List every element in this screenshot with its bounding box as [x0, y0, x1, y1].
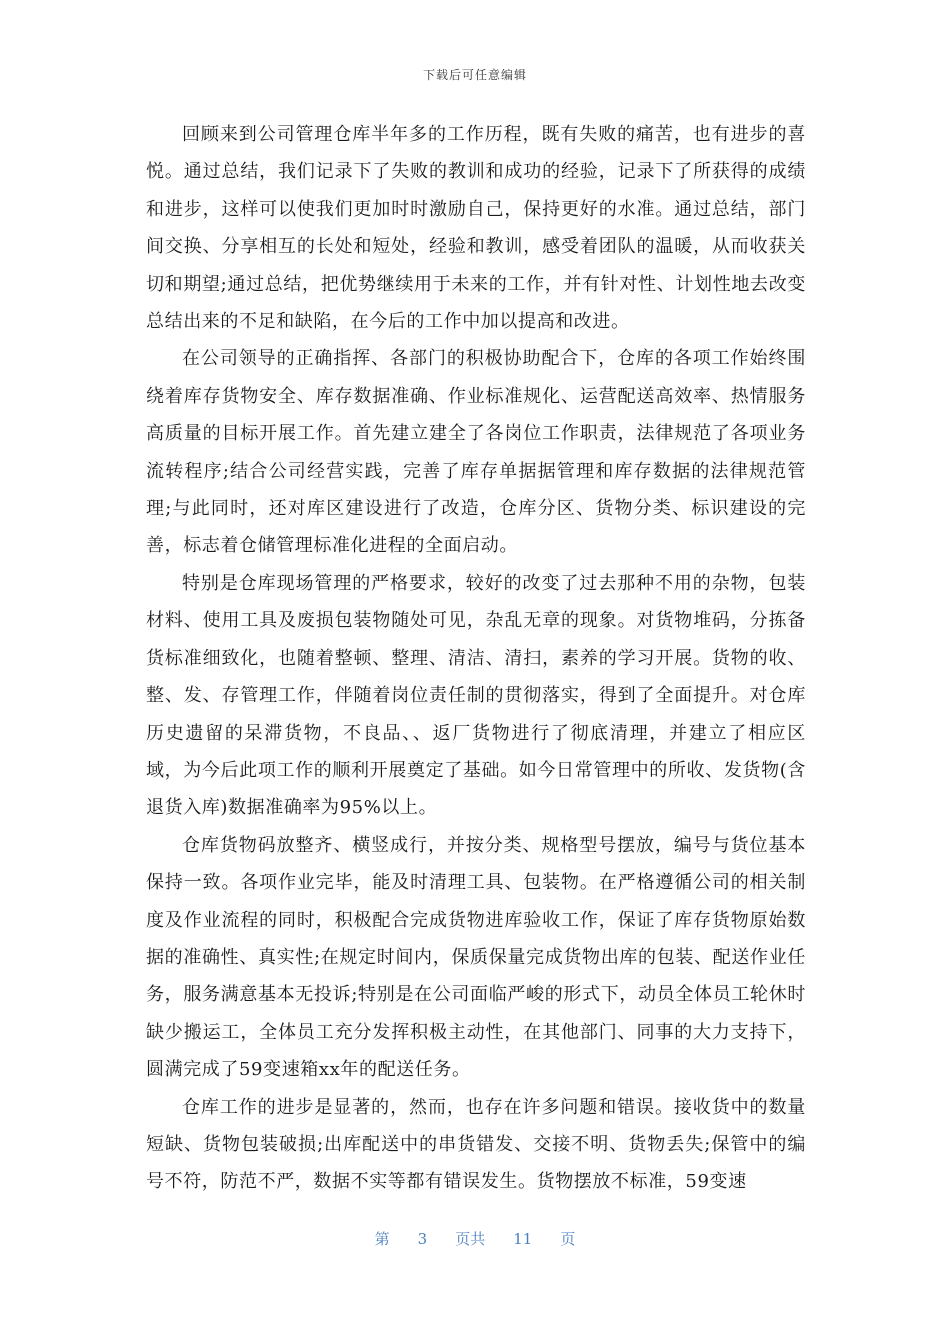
- paragraph-1: 回顾来到公司管理仓库半年多的工作历程，既有失败的痛苦，也有进步的喜悦。通过总结，我们记录下了失败的教训和成功的经验，记录下了所获得的成绩和进步，这样可以使我们更加时时激励自己，保持更好的水准。通过总结，部门间交换、分享相互的长处和短处，经验和教训，感受着团队的温暖，从而收获关切和期望;通过总结，把优势继续用于未来的工作，并有针对性、计划性地去改变总结出来的不足和缺陷，在今后的工作中加以提高和改进。: [146, 124, 806, 333]
- total-page-count: 11: [513, 1230, 533, 1248]
- current-page-number: 3: [417, 1230, 428, 1248]
- page-header: 下载后可任意编辑: [422, 68, 527, 82]
- document-body: [146, 116, 806, 1201]
- page-footer: [0, 1228, 950, 1249]
- paragraph-5: 仓库工作的进步是显著的，然而，也存在许多问题和错误。接收货中的数量短缺、货物包装破损;出库配送中的串货错发、交接不明、货物丢失;保管中的编号不符，防范不严，数据不实等都有错误发生。货物摆放不标准，59变速: [146, 1096, 806, 1193]
- paragraph-2: 在公司领导的正确指挥、各部门的积极协助配合下，仓库的各项工作始终围绕着库存货物安全、库存数据准确、作业标准规化、运营配送高效率、热情服务高质量的目标开展工作。首先建立建全了各岗位工作职责，法律规范了各项业务流转程序;结合公司经营实践，完善了库存单据据管理和库存数据的法律规范管理;与此同时，还对库区建设进行了改造，仓库分区、货物分类、标识建设的完善，标志着仓储管理标准化进程的全面启动。: [146, 348, 806, 557]
- paragraph-3: 特别是仓库现场管理的严格要求，较好的改变了过去那种不用的杂物，包装材料、使用工具及废损包装物随处可见，杂乱无章的现象。对货物堆码，分拣备货标准细致化，也随着整顿、整理、清洁、清扫，素养的学习开展。货物的收、整、发、存管理工作，伴随着岗位责任制的贯彻落实，得到了全面提升。对仓库历史遗留的呆滞货物，不良品、、返厂货物进行了彻底清理，并建立了相应区域，为今后此项工作的顺利开展奠定了基础。如今日常管理中的所收、发货物(含退货入库)数据准确率为95%以上。: [146, 572, 806, 819]
- footer-middle: 页共: [455, 1230, 486, 1248]
- paragraph-4: 仓库货物码放整齐、横竖成行，并按分类、规格型号摆放，编号与货位基本保持一致。各项作业完毕，能及时清理工具、包装物。在严格遵循公司的相关制度及作业流程的同时，积极配合完成货物进库验收工作，保证了库存货物原始数据的准确性、真实性;在规定时间内，保质保量完成货物出库的包装、配送作业任务，服务满意基本无投诉;特别是在公司面临严峻的形式下，动员全体员工轮休时缺少搬运工，全体员工充分发挥积极主动性，在其他部门、同事的大力支持下，圆满完成了59变速箱xx年的配送任务。: [146, 834, 806, 1081]
- footer-suffix: 页: [560, 1230, 576, 1248]
- footer-prefix: 第: [374, 1230, 390, 1248]
